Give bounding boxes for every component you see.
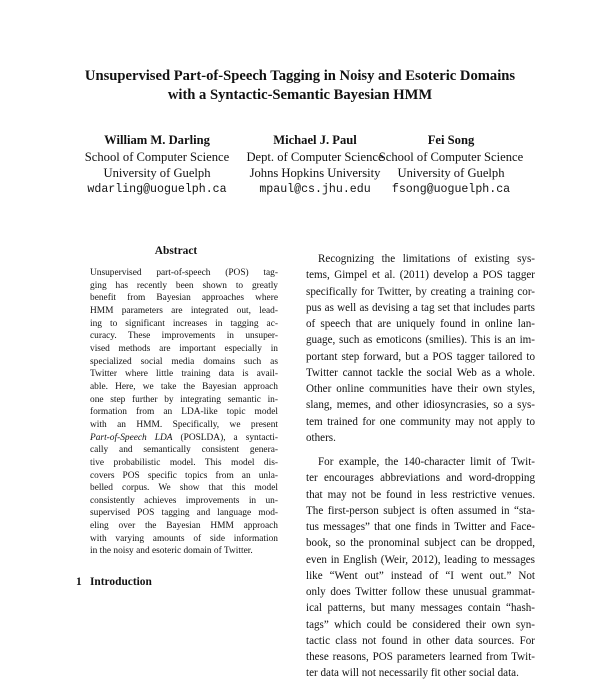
paper-title-line: Unsupervised Part-of-Speech Tagging in Noisy and Esoteric Domains	[84, 68, 516, 84]
paper-title	[40, 67, 560, 105]
body-line: For example, the 140-character limit of Twit-	[318, 456, 535, 468]
body-line: The first-person subject is often assumed in “sta-	[306, 504, 535, 517]
body-line: Twitter cannot tackle the social Web as a whole.	[306, 366, 535, 379]
body-line: ical patterns, but many messages contain “hash-	[306, 602, 535, 615]
author-affiliation: Johns Hopkins University	[249, 166, 381, 181]
model-name-italic: Part-of-Speech LDA	[90, 432, 173, 443]
abstract-line: covers POS specific topics from an unla-	[90, 470, 278, 481]
author-email: fsong@uoguelph.ca	[391, 182, 511, 196]
abstract-line-rest: (POSLDA), a syntacti-	[180, 432, 278, 443]
abstract-line: one step further by integrating semantic in-	[90, 394, 278, 405]
body-line: Recognizing the limitations of existing sys-	[318, 253, 535, 265]
abstract-line: Unsupervised part-of-speech (POS) tag-	[90, 268, 278, 278]
body-line: tems, Gimpel et al. (2011) develop a POS tagger	[306, 269, 535, 282]
abstract-line: consistently achieves improvements in un-	[90, 495, 278, 506]
abstract-line: able. Here, we take the Bayesian approach	[90, 381, 278, 392]
abstract-line: cally and semantically consistent genera-	[90, 445, 278, 456]
author-email: mpaul@cs.jhu.edu	[259, 182, 371, 196]
abstract-line: formation from an LDA-like topic model	[90, 407, 278, 418]
abstract-line: in the noisy and esoteric domain of Twitter.	[90, 546, 253, 557]
abstract-line: supervised POS tagging and language mod-	[90, 508, 278, 519]
abstract-line-with-term	[90, 432, 278, 445]
body-line: tactic class not found in other data sources. For	[306, 634, 535, 647]
author-affiliation: School of Computer Science	[84, 149, 230, 164]
body-paragraph	[306, 454, 535, 682]
body-line: guage, such as emoticons (smilies). This is an im-	[306, 334, 535, 347]
section-number: 1	[76, 576, 82, 588]
author-affiliation: Dept. of Computer Science	[246, 149, 384, 164]
section-heading-introduction	[76, 575, 152, 589]
abstract-heading: Abstract	[154, 245, 198, 257]
body-line: even in English (Weir, 2012), leading to messages	[306, 553, 535, 566]
body-line: book, so the pronominal subject can be dropped,	[306, 537, 535, 550]
abstract-line: curacy. These improvements in unsuper-	[90, 331, 278, 342]
body-line: only does Twitter follow these unusual grammat-	[306, 586, 535, 598]
abstract-line: benefit from Bayesian approaches where	[90, 293, 278, 304]
body-line: ter data will not necessarily fit other social data.	[306, 667, 519, 680]
body-line: tags” which could be considered their own syn-	[306, 618, 535, 631]
abstract-line: with an HMM. Specifically, we present	[90, 419, 278, 430]
body-line: specifically for Twitter, by creating a training cor-	[306, 285, 535, 298]
body-line: others.	[306, 431, 336, 444]
body-line: ter encourages abbreviations and word-dropping	[306, 472, 535, 485]
author-email: wdarling@uoguelph.ca	[87, 182, 227, 196]
body-line: that may not be found in less restrictive venues.	[306, 488, 535, 501]
abstract-line: belled corpus. We show that this model	[90, 483, 278, 494]
author-name: Michael J. Paul	[273, 133, 357, 147]
abstract-line: Twitter where little training data is avail-	[90, 369, 278, 380]
abstract-line: HMM parameters are integrated out, lead-	[90, 305, 278, 316]
section-title: Introduction	[90, 576, 152, 588]
abstract-line: specialized social media domains such as	[90, 356, 278, 367]
body-line: portant step forward, but a POS tagger tailored to	[306, 350, 535, 363]
author-name: William M. Darling	[104, 133, 210, 147]
abstract-line: tive probabilistic model. This model dis-	[90, 457, 278, 468]
body-line: slang, memes, and other idiosyncrasies, so a sys-	[306, 399, 535, 412]
abstract-section	[76, 244, 276, 558]
author-affiliation: University of Guelph	[103, 166, 211, 181]
author-block	[376, 132, 526, 198]
abstract-line: vised methods are important especially in	[90, 343, 278, 354]
body-line: tus messages” that one finds in Twitter and Face-	[306, 521, 535, 533]
abstract-line: ing to significant increases in tagging ac-	[90, 318, 278, 329]
paper-title-line: with a Syntactic-Semantic Bayesian HMM	[167, 87, 433, 103]
abstract-line: with varying amounts of side information	[90, 533, 278, 544]
right-column	[306, 251, 535, 682]
abstract-line: eling over the Bayesian HMM approach	[90, 521, 278, 532]
body-paragraph	[306, 251, 535, 446]
abstract-body	[90, 267, 278, 558]
abstract-line: ging has recently been shown to greatly	[90, 280, 278, 291]
body-line: of speech that are uniquely found in online lan-	[306, 318, 535, 330]
body-line: tem trained for one community may not apply to	[306, 415, 535, 428]
author-affiliation: School of Computer Science	[378, 149, 524, 164]
author-affiliation: University of Guelph	[397, 166, 505, 181]
body-line: pus as well as devising a tag set that includes parts	[306, 301, 535, 314]
body-line: Other online communities have their own styles,	[306, 383, 535, 395]
body-line: like “Went out” instead of “I went out.” Not	[306, 569, 535, 582]
author-name: Fei Song	[427, 133, 475, 147]
body-line: these reasons, POS parameters learned from Twit-	[306, 651, 535, 663]
